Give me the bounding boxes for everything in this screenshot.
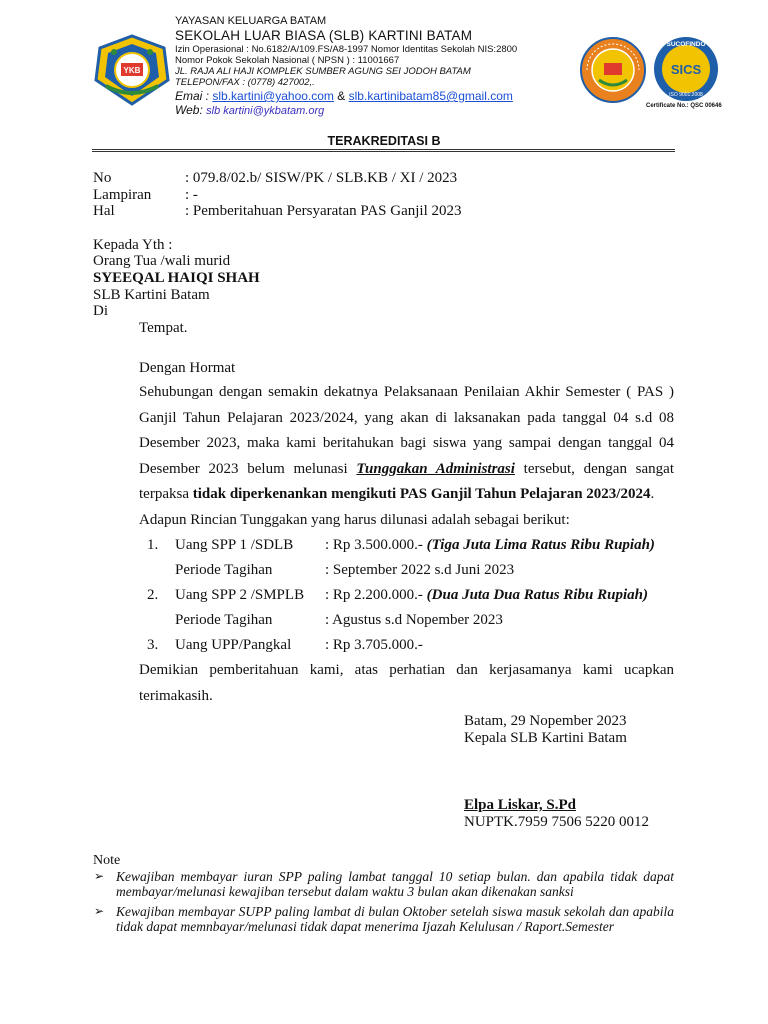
arrow-bullet-icon: ➢ xyxy=(94,869,105,883)
accreditation-status: TERAKREDITASI B xyxy=(327,134,441,148)
item-1-number: 1. xyxy=(147,537,159,553)
item-2-amount xyxy=(325,587,648,604)
email-link-1[interactable]: slb.kartini@yahoo.com xyxy=(212,89,334,103)
npsn-line: Nomor Pokok Sekolah Nasional ( NPSN ) : 11001667 xyxy=(175,55,400,66)
letter-number-value: : 079.8/02.b/ SISW/PK / SLB.KB / XI / 2023 xyxy=(185,170,458,186)
letter-number-label: No xyxy=(93,170,112,186)
email-label: Emai : xyxy=(175,89,210,103)
details-intro: Adapun Rincian Tunggakan yang harus dilunasi adalah sebagai berikut: xyxy=(139,512,570,528)
note-item-2 xyxy=(94,904,674,934)
foundation-name: YAYASAN KELUARGA BATAM xyxy=(175,15,327,27)
recipient-role: Orang Tua /wali murid xyxy=(93,253,231,269)
note-item-1 xyxy=(94,869,674,899)
attachment-label: Lampiran xyxy=(93,187,152,203)
signer-nuptk: NUPTK.7959 7506 5220 0012 xyxy=(464,814,650,830)
main-paragraph-end: . xyxy=(650,486,655,502)
address-line: JL. RAJA ALI HAJI KOMPLEK SUMBER AGUNG SEI JODOH BATAM xyxy=(175,66,471,77)
sics-certification-logo xyxy=(652,35,722,103)
signer-name: Elpa Liskar, S.Pd xyxy=(464,797,576,813)
item-1-label: Uang SPP 1 /SDLB xyxy=(175,537,294,553)
main-paragraph-part-1: Sehubungan dengan semakin dekatnya Pelaksanaan Penilaian Akhir Semester ( PAS ) Ganjil Tahun Pelajaran 2023/2024, yang akan di laksanakan pada tanggal 04 s.d 08 Desember 2023, maka kami beritahukan bagi siswa yang sampai dengan tanggal 04 Desember 2023 belum melunasi xyxy=(139,384,674,477)
place-date: Batam, 29 Nopember 2023 xyxy=(464,713,627,729)
item-2-number: 2. xyxy=(147,587,159,603)
exam-restriction: tidak diperkenankan mengikuti PAS Ganjil Tahun Pelajaran 2023/2024 xyxy=(192,486,651,502)
phone-line: TELEPON/FAX : (0778) 427002,. xyxy=(175,77,315,88)
sics-mid-text: SICS xyxy=(670,62,702,77)
item-3-number: 3. xyxy=(147,637,159,653)
item-1-period: : September 2022 s.d Juni 2023 xyxy=(325,562,515,578)
web-label: Web: xyxy=(175,103,203,117)
letterhead xyxy=(0,0,768,130)
main-paragraph xyxy=(139,380,674,508)
email-line xyxy=(175,89,513,103)
foundation-logo-text: YKB xyxy=(123,66,141,75)
recipient-school: SLB Kartini Batam xyxy=(93,287,210,303)
email-link-2[interactable]: slb.kartinibatam85@gmail.com xyxy=(348,89,513,103)
greeting: Dengan Hormat xyxy=(139,360,236,376)
note-title: Note xyxy=(93,853,121,868)
certificate-number: Certificate No.: QSC 00646 xyxy=(646,103,722,109)
web-link[interactable]: slb kartini@ykbatam.org xyxy=(206,105,325,117)
sics-iso-text: ISO 9001:2008 xyxy=(669,92,703,98)
subject-value: : Pemberitahuan Persyaratan PAS Ganjil 2023 xyxy=(185,203,462,219)
note-item-2-text: Kewajiban membayar SUPP paling lambat di bulan Oktober setelah siswa masuk sekolah dan apabila tidak dapat memnbayar/melunasi tidak dapat menerima Ijazah Kelulusan / Raport.Semester xyxy=(116,904,674,934)
arrears-emphasis: Tunggakan Administrasi xyxy=(356,460,515,477)
permit-line: Izin Operasional : No.6182/A/109.FS/A8-1997 Nomor Identitas Sekolah NIS:2800 xyxy=(175,44,518,55)
subject-label: Hal xyxy=(93,203,115,219)
header-divider xyxy=(92,149,675,152)
item-2-period-label: Periode Tagihan xyxy=(175,612,273,628)
item-1-amount xyxy=(325,537,655,554)
foundation-logo xyxy=(92,34,172,106)
item-2-amount-words: (Dua Juta Dua Ratus Ribu Rupiah) xyxy=(426,587,648,603)
attachment-value: : - xyxy=(185,187,198,203)
recipient-place: Tempat. xyxy=(139,320,188,336)
recipient-di: Di xyxy=(93,303,108,319)
item-2-period: : Agustus s.d Nopember 2023 xyxy=(325,612,503,628)
recipient-name: SYEEQAL HAIQI SHAH xyxy=(93,270,260,286)
signer-position: Kepala SLB Kartini Batam xyxy=(464,730,627,746)
item-3-amount: : Rp 3.705.000.- xyxy=(325,637,423,653)
sics-top-text: SUCOFINDO xyxy=(666,41,706,48)
item-3-label: Uang UPP/Pangkal xyxy=(175,637,292,653)
web-line xyxy=(175,103,324,118)
school-seal-logo xyxy=(579,36,647,104)
item-1-amount-value: : Rp 3.500.000.- xyxy=(325,537,423,553)
note-item-1-text: Kewajiban membayar iuran SPP paling lambat tanggal 10 setiap bulan. dan apabila tidak dapat membayar/melunasi kewajiban tersebut dalam waktu 3 bulan akan dikenakan sanksi xyxy=(116,869,674,899)
main-paragraph-part-2: tersebut, dengan sangat terpaksa xyxy=(139,460,674,502)
item-1-period-label: Periode Tagihan xyxy=(175,562,273,578)
item-2-label: Uang SPP 2 /SMPLB xyxy=(175,587,305,603)
item-1-amount-words: (Tiga Juta Lima Ratus Ribu Rupiah) xyxy=(426,537,655,553)
item-2-amount-value: : Rp 2.200.000.- xyxy=(325,587,423,603)
school-name: SEKOLAH LUAR BIASA (SLB) KARTINI BATAM xyxy=(175,28,473,43)
arrow-bullet-icon: ➢ xyxy=(94,904,105,918)
closing-paragraph: Demikian pemberitahuan kami, atas perhatian dan kerjasamanya kami ucapkan terimakasih. xyxy=(139,662,674,704)
email-separator: & xyxy=(337,89,346,103)
recipient-salutation: Kepada Yth : xyxy=(93,237,173,253)
